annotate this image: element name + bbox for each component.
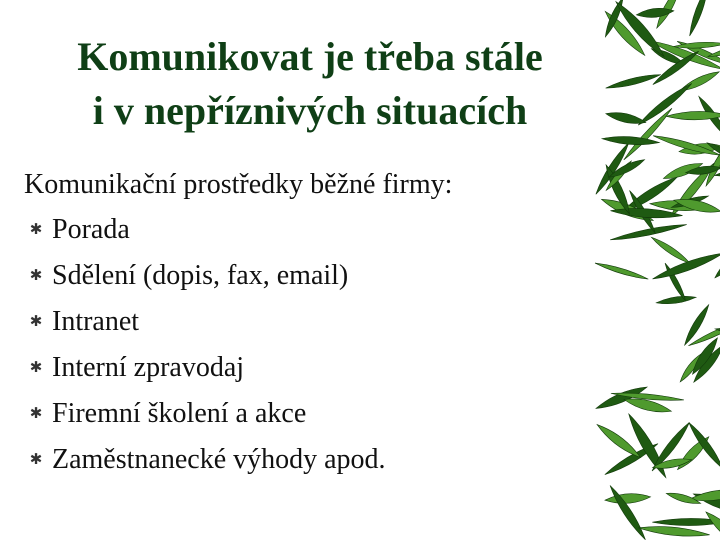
bamboo-leaf — [687, 0, 711, 37]
title-line-2: i v nepříznivých situacích — [92, 88, 528, 133]
asterisk-icon: ✱ — [29, 314, 43, 330]
list-item-label: Firemní školení a akce — [52, 398, 307, 429]
bamboo-leaf — [636, 81, 694, 129]
bamboo-leaf — [602, 135, 660, 147]
bamboo-leaf — [607, 483, 649, 540]
bullet-list — [24, 207, 386, 483]
list-item — [24, 437, 386, 483]
list-item-label: Sdělení (dopis, fax, email) — [52, 260, 349, 291]
list-item-label: Zaměstnanecké výhody apod. — [52, 444, 386, 475]
list-item-label: Intranet — [52, 306, 140, 337]
list-item — [24, 207, 386, 253]
bamboo-leaf — [650, 235, 692, 266]
bamboo-leaf — [605, 72, 662, 92]
bamboo-leaf — [638, 524, 710, 539]
list-item — [24, 345, 386, 391]
list-item — [24, 253, 386, 299]
asterisk-icon: ✱ — [29, 222, 43, 238]
list-item-label: Interní zpravodaj — [52, 352, 245, 383]
list-item — [24, 299, 386, 345]
bamboo-leaf — [605, 492, 651, 505]
bamboo-leaves-decoration — [585, 0, 720, 540]
list-item — [24, 391, 386, 437]
asterisk-icon: ✱ — [29, 268, 43, 284]
bamboo-leaf — [625, 412, 671, 481]
asterisk-icon: ✱ — [29, 452, 43, 468]
asterisk-icon: ✱ — [29, 360, 43, 376]
bamboo-leaf — [594, 261, 649, 282]
title-line-1: Komunikovat je třeba stále — [77, 34, 543, 79]
bamboo-leaf — [686, 420, 720, 471]
slide-title — [10, 30, 610, 138]
asterisk-icon: ✱ — [29, 406, 43, 422]
intro-text: Komunikační prostředky běžné firmy: — [24, 169, 453, 200]
bamboo-leaf — [651, 249, 720, 283]
list-item-label: Porada — [52, 214, 130, 245]
bamboo-leaf — [656, 294, 697, 306]
